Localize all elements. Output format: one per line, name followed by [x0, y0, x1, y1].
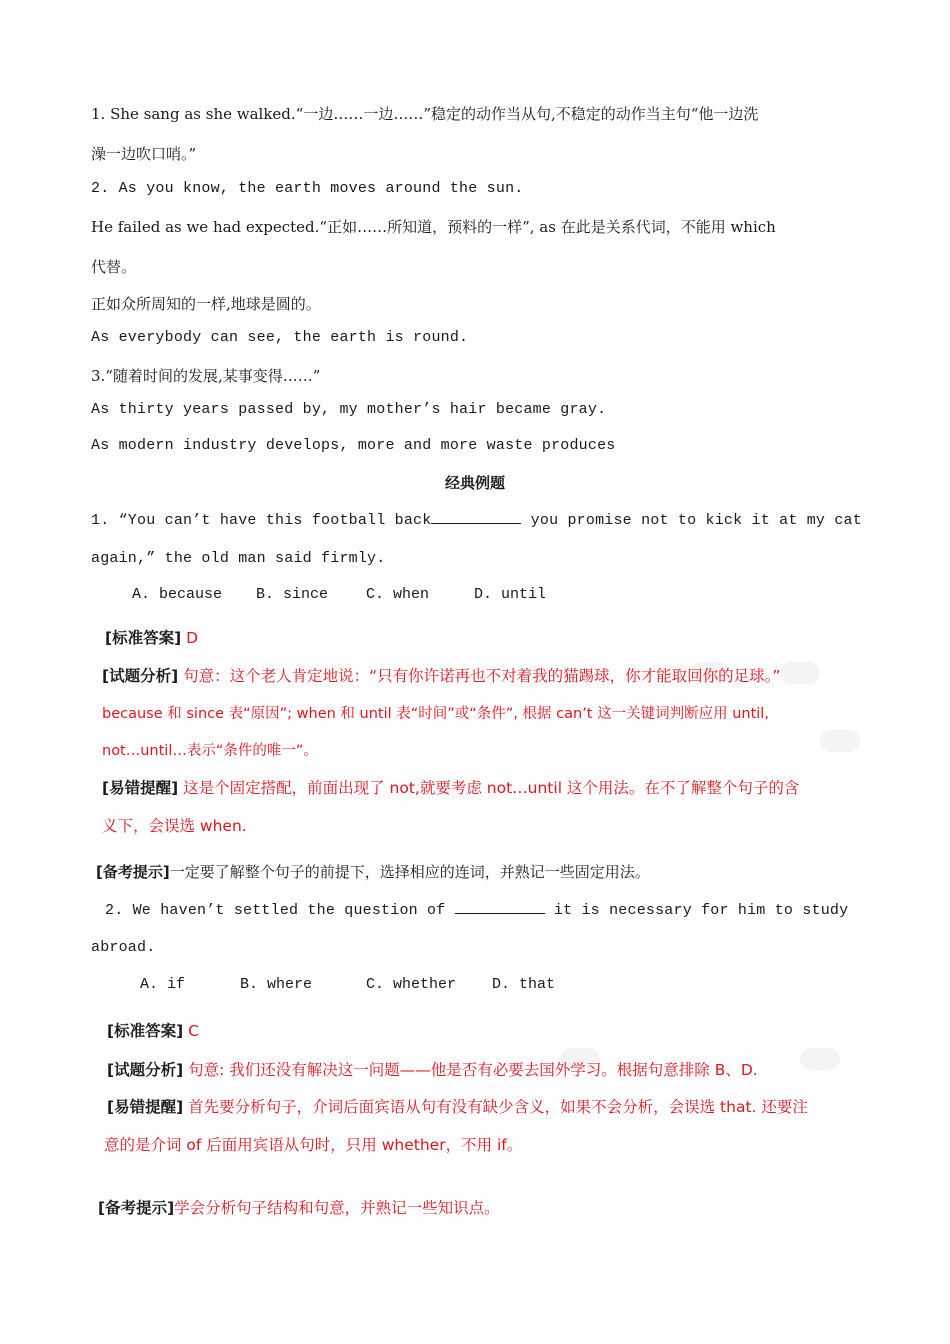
intro-line-2: 澡一边吹口哨。”: [91, 145, 197, 163]
watermark-blob: [820, 730, 860, 752]
q2-warning: [107, 1095, 808, 1117]
q2-option-d: D. that: [492, 976, 556, 993]
warning-tag: [易错提醒]: [107, 1098, 184, 1116]
q1-warning-2: 义下，会误选 when.: [102, 817, 247, 835]
q1-answer: [105, 626, 198, 648]
tip-text: 学会分析句子结构和句意，并熟记一些知识点。: [174, 1199, 500, 1217]
watermark-blob: [780, 662, 820, 684]
q1-stem-b: you promise not to kick it at my cat: [530, 512, 862, 529]
q2-blank: [455, 899, 545, 914]
intro-line-9: As thirty years passed by, my mother’s hair became gray.: [91, 401, 607, 418]
answer-tag: [标准答案]: [105, 629, 182, 647]
tip-tag: [备考提示]: [98, 1199, 175, 1217]
answer-value: D: [186, 629, 199, 647]
intro-line-1: 1. She sang as she walked.“一边……一边……”稳定的动作当从句,不稳定的动作当主句“他一边洗: [91, 105, 759, 123]
q2-option-c: C. whether: [366, 976, 457, 993]
q1-analysis-2: because 和 since 表“原因”; when 和 until 表“时间”或“条件”, 根据 can’t 这一关键词判断应用 until,: [102, 706, 769, 722]
tip-text: 一定要了解整个句子的前提下，选择相应的连词，并熟记一些固定用法。: [169, 863, 650, 881]
q2-stem-line-1: [105, 899, 848, 919]
intro-line-10: As modern industry develops, more and more waste produces: [91, 437, 616, 454]
tip-tag: [备考提示]: [96, 863, 170, 881]
q1-blank: [431, 509, 521, 524]
q2-option-b: B. where: [240, 976, 313, 993]
q2-tip: [98, 1196, 500, 1218]
q1-option-a: A. because: [132, 586, 223, 603]
watermark-blob: [800, 1048, 840, 1070]
intro-line-3: 2. As you know, the earth moves around the sun.: [91, 180, 524, 197]
answer-value: C: [188, 1022, 199, 1040]
section-title: 经典例题: [444, 474, 505, 492]
q1-stem-line-1: [91, 509, 862, 529]
warning-text: 这是个固定搭配，前面出现了 not,就要考虑 not…until 这个用法。在不了解整个句子的含: [183, 779, 800, 797]
intro-line-6: 正如众所周知的一样,地球是圆的。: [91, 295, 321, 313]
analysis-tag: [试题分析]: [102, 667, 179, 685]
q1-analysis: [102, 664, 780, 686]
q2-answer: [107, 1019, 199, 1041]
answer-tag: [标准答案]: [107, 1022, 184, 1040]
q2-warning-2: 意的是介词 of 后面用宾语从句时，只用 whether，不用 if。: [104, 1136, 523, 1154]
q1-warning: [102, 776, 799, 798]
q2-stem-a: 2. We haven’t settled the question of: [105, 902, 446, 919]
q2-option-a: A. if: [140, 976, 186, 993]
q1-analysis-3: not…until…表示“条件的唯一”。: [102, 743, 318, 759]
analysis-text: 句意：这个老人肯定地说：“只有你许诺再也不对着我的猫踢球，你才能取回你的足球。”: [183, 667, 781, 685]
q2-stem-b: it is necessary for him to study: [553, 902, 849, 919]
warning-tag: [易错提醒]: [102, 779, 179, 797]
warning-text: 首先要分析句子，介词后面宾语从句有没有缺少含义，如果不会分析，会误选 that. 还要注: [188, 1098, 808, 1116]
q1-tip: [96, 861, 650, 882]
q1-stem-a: 1. “You can’t have this football back: [91, 512, 432, 529]
intro-line-8: 3.“随着时间的发展,某事变得……”: [91, 367, 321, 385]
analysis-tag: [试题分析]: [107, 1061, 184, 1079]
intro-line-4: He failed as we had expected.“正如……所知道，预料的一样”, as 在此是关系代词，不能用 which: [91, 218, 776, 236]
intro-line-7: As everybody can see, the earth is round.: [91, 329, 469, 346]
q1-option-d: D. until: [474, 586, 547, 603]
q2-analysis: [107, 1058, 758, 1080]
intro-line-5: 代替。: [91, 258, 137, 276]
q1-stem-line-2: again,” the old man said firmly.: [91, 550, 386, 567]
q1-option-b: B. since: [256, 586, 329, 603]
analysis-text: 句意: 我们还没有解决这一问题——他是否有必要去国外学习。根据句意排除 B、D.: [188, 1061, 758, 1079]
q1-option-c: C. when: [366, 586, 430, 603]
q2-stem-line-2: abroad.: [91, 939, 156, 956]
